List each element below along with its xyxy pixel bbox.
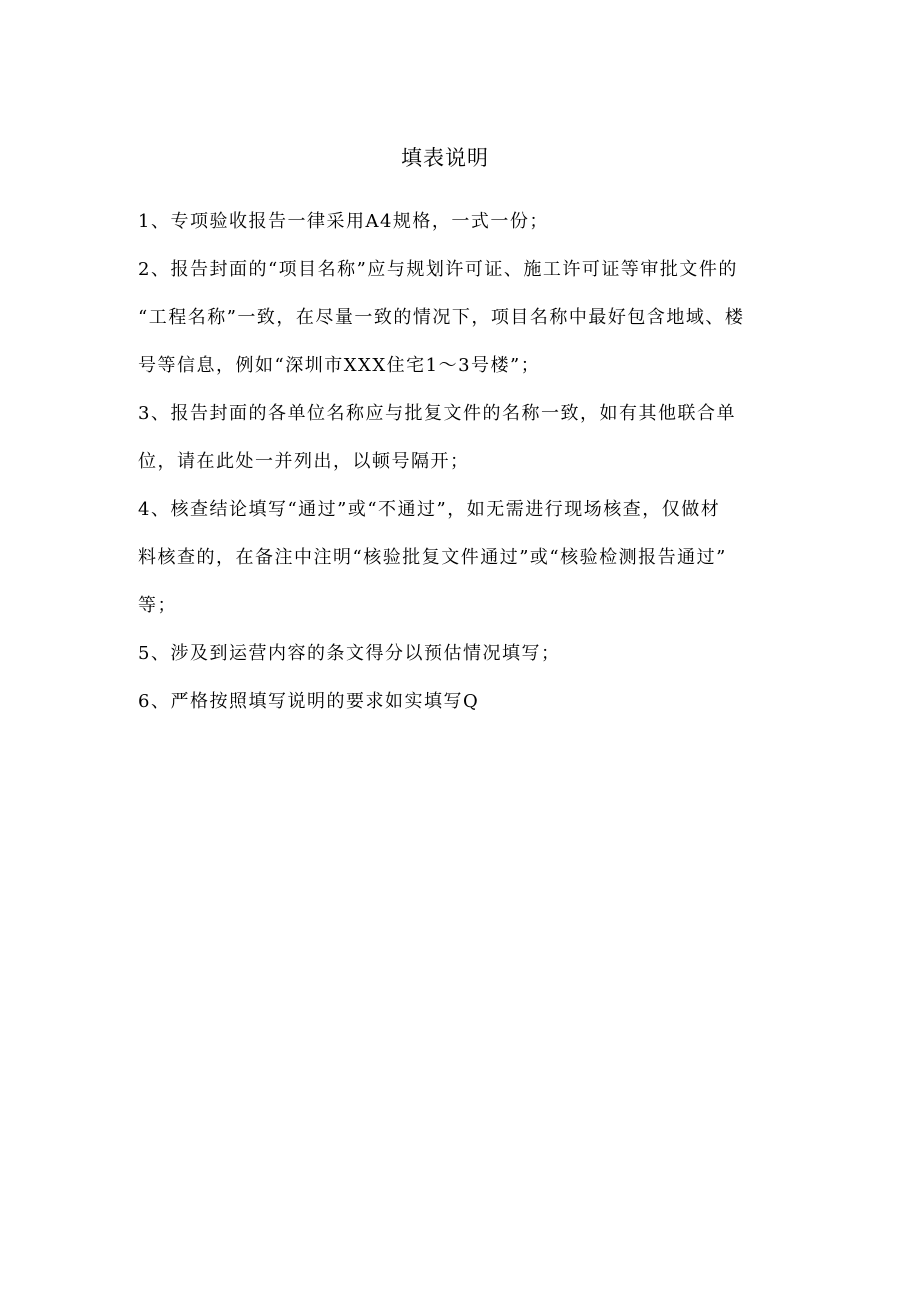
instruction-list bbox=[138, 204, 788, 732]
instruction-line: 料核查的，在备注中注明“核验批复文件通过”或“核验检测报告通过” bbox=[138, 547, 727, 568]
instruction-line: 3、报告封面的各单位名称应与批复文件的名称一致，如有其他联合单 bbox=[138, 403, 736, 424]
page-title: 填表说明 bbox=[401, 146, 489, 170]
instruction-line: “工程名称”一致，在尽量一致的情况下，项目名称中最好包含地域、楼 bbox=[138, 307, 745, 328]
instruction-line: 4、核查结论填写“通过”或“不通过”，如无需进行现场核查，仅做材 bbox=[138, 499, 721, 520]
instruction-line: 等； bbox=[138, 595, 177, 616]
instruction-line: 6、严格按照填写说明的要求如实填写Q bbox=[138, 691, 480, 712]
instruction-item-6 bbox=[138, 684, 788, 720]
instruction-line: 5、涉及到运营内容的条文得分以预估情况填写； bbox=[138, 643, 561, 664]
instruction-item-3 bbox=[138, 396, 788, 480]
instruction-item-1 bbox=[138, 204, 788, 240]
instruction-item-2 bbox=[138, 252, 788, 384]
instruction-item-5 bbox=[138, 636, 788, 672]
instruction-item-4 bbox=[138, 492, 788, 624]
instruction-line: 2、报告封面的“项目名称”应与规划许可证、施工许可证等审批文件的 bbox=[138, 259, 738, 280]
instruction-line: 号等信息，例如“深圳市XXX住宅1～3号楼”； bbox=[138, 355, 541, 376]
instruction-line: 位，请在此处一并列出，以顿号隔开； bbox=[138, 451, 470, 472]
instruction-line: 1、专项验收报告一律采用A4规格，一式一份； bbox=[138, 211, 549, 232]
